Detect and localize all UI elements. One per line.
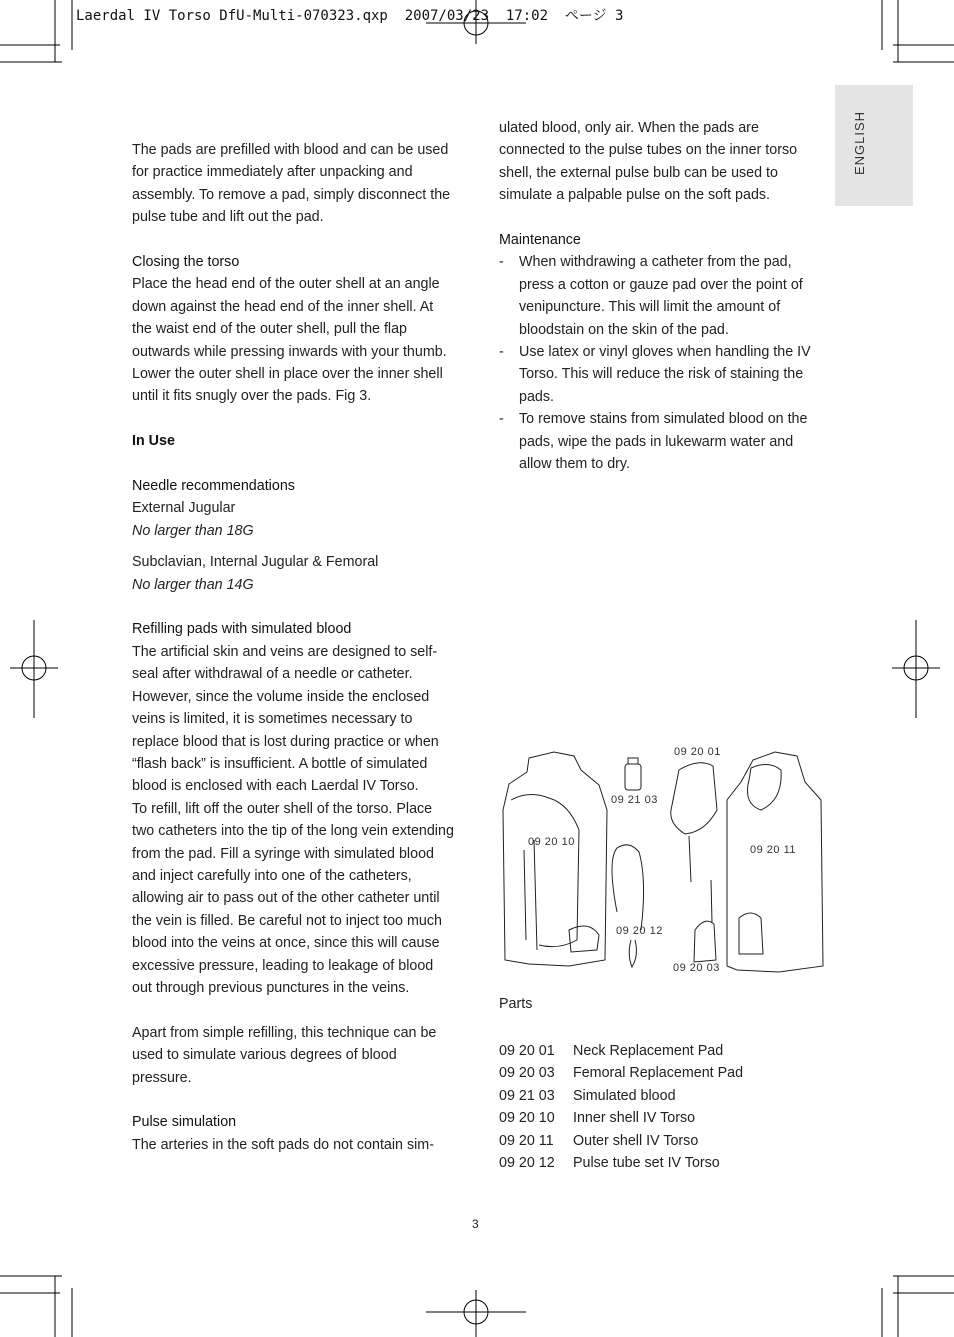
pulse-tube-drawing	[612, 845, 644, 967]
part-name: Outer shell IV Torso	[573, 1132, 699, 1149]
parts-illustration	[499, 740, 829, 980]
inner-shell-drawing	[503, 752, 607, 966]
part-name: Neck Replacement Pad	[573, 1043, 724, 1059]
closing-paragraph: Place the head end of the outer shell at an angle down against the head end of the inner shell. At the waist end of the outer shell, pull the flap outwards while pressing inwards with your thumb. Lower the outer shell in place over the inner shell until it fits snugly over the pads. Fig 3.	[132, 276, 447, 405]
parts-row	[499, 1062, 743, 1084]
maintenance-item: - When withdrawing a catheter from the pad, press a cotton or gauze pad over the point of venipuncture. This will limit the amount of bloodstain on the skin of the pad.	[499, 251, 824, 341]
part-code: 09 20 03	[499, 1065, 555, 1082]
refill-paragraph-2: To refill, lift off the outer shell of the torso. Place two catheters into the tip of the long vein extending from the pad. Fill a syringe with simulated blood and inject carefully into one of the catheters, allowing air to pass out of the other catheter until the vein is filled. Be careful not to inject too much blood into the veins at once, since this will cause excessive pressure, leading to leakage of blood out through previous punctures in the veins.	[132, 800, 454, 996]
label-simulated-blood: 09 21 03	[611, 794, 658, 806]
refill-paragraph-1: The artificial skin and veins are designed to self-seal after withdrawal of a needle or catheter. However, since the volume inside the enclosed veins is limited, it is sometimes necessary to replace blood that is lost during practice or when “flash back” is insufficient. A bottle of simulated blood is enclosed with each Laerdal IV Torso.	[132, 643, 439, 795]
femoral-pad-drawing	[694, 921, 716, 962]
maintenance-item: - To remove stains from simulated blood on the pads, wipe the pads in lukewarm water and allow them to dry.	[499, 408, 824, 475]
parts-row	[499, 1152, 743, 1174]
closing-heading: Closing the torso	[132, 254, 240, 271]
refill-paragraph-3: Apart from simple refilling, this technique can be used to simulate various degrees of blood pressure.	[132, 1024, 437, 1086]
needle-2-site: Subclavian, Internal Jugular & Femoral	[132, 554, 379, 571]
needle-1-size: No larger than 18G	[132, 522, 254, 539]
simulated-blood-drawing	[625, 764, 641, 790]
file-header: Laerdal IV Torso DfU-Multi-070323.qxp 2007/03/23 17:02 ページ 3	[76, 8, 624, 24]
maintenance-list	[499, 251, 824, 475]
part-code: 09 20 01	[499, 1043, 555, 1059]
label-pulse-tube: 09 20 12	[616, 925, 663, 937]
in-use-heading: In Use	[132, 433, 175, 450]
parts-row	[499, 1085, 743, 1107]
maintenance-heading: Maintenance	[499, 232, 581, 249]
parts-row	[499, 1107, 743, 1129]
part-code: 09 20 10	[499, 1110, 555, 1127]
outer-shell-drawing	[727, 752, 823, 972]
part-code: 09 20 11	[499, 1132, 554, 1149]
label-outer-shell: 09 20 11	[750, 844, 797, 856]
pulse-paragraph: The arteries in the soft pads do not contain sim-	[132, 1136, 434, 1153]
pulse-heading: Pulse simulation	[132, 1114, 237, 1131]
parts-list	[499, 1040, 743, 1174]
parts-title: Parts	[499, 996, 533, 1012]
page-number: 3	[472, 1217, 479, 1231]
label-inner-shell: 09 20 10	[528, 836, 575, 848]
maintenance-item: - Use latex or vinyl gloves when handling the IV Torso. This will reduce the risk of staining the pads.	[499, 341, 824, 408]
parts-row	[499, 1130, 743, 1152]
intro-paragraph: The pads are prefilled with blood and can be used for practice immediately after unpacking and assembly. To remove a pad, simply disconnect the pulse tube and lift out the pad.	[132, 142, 451, 226]
part-name: Femoral Replacement Pad	[573, 1065, 744, 1082]
needle-2-size: No larger than 14G	[132, 576, 254, 593]
parts-row	[499, 1040, 743, 1062]
needle-heading: Needle recommendations	[132, 478, 295, 495]
parts-drawing	[499, 740, 829, 980]
pulse-continued-paragraph: ulated blood, only air. When the pads are connected to the pulse tubes on the inner torso shell, the external pulse bulb can be used to simulate a palpable pulse on the soft pads.	[499, 120, 798, 204]
part-name: Pulse tube set IV Torso	[573, 1155, 720, 1172]
language-label: ENGLISH	[852, 110, 867, 175]
neck-pad-drawing	[671, 763, 717, 834]
part-name: Simulated blood	[573, 1087, 676, 1104]
left-column	[132, 139, 457, 1156]
needle-1-site: External Jugular	[132, 500, 236, 517]
label-neck-pad: 09 20 01	[674, 746, 721, 758]
label-femoral-pad: 09 20 03	[673, 962, 720, 974]
part-code: 09 20 12	[499, 1155, 555, 1172]
refill-heading: Refilling pads with simulated blood	[132, 621, 352, 638]
right-column	[499, 117, 824, 475]
part-name: Inner shell IV Torso	[573, 1110, 696, 1127]
language-tab	[835, 85, 913, 206]
part-code: 09 21 03	[499, 1087, 555, 1104]
